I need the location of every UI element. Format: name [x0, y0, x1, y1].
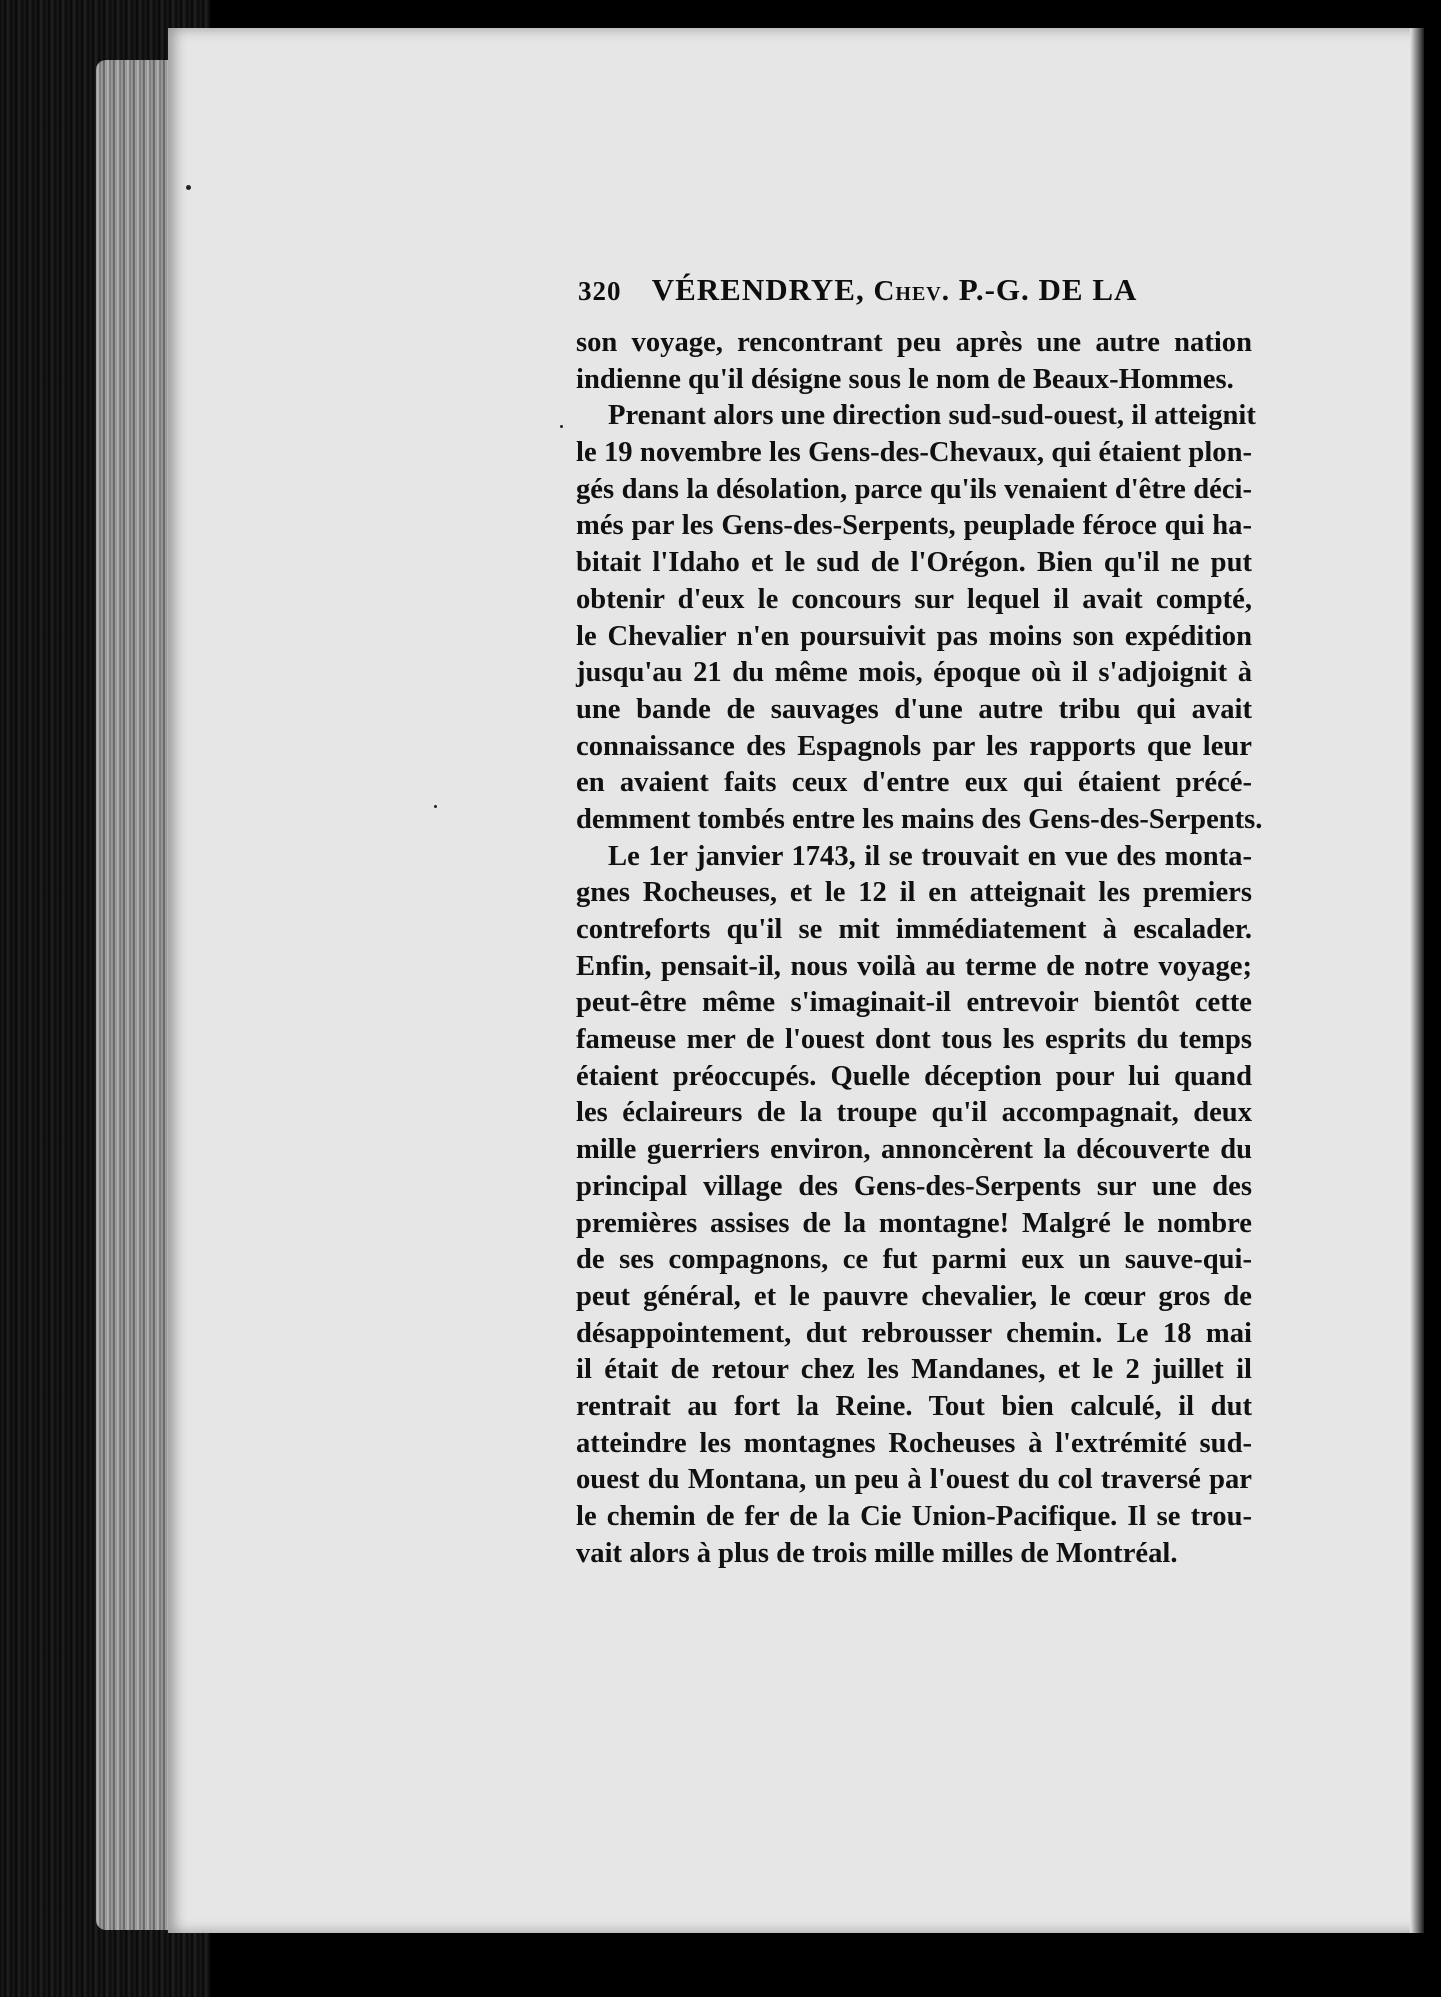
- text-line: Le 1er janvier 1743, il se trouvait en vue des monta-: [608, 840, 1252, 872]
- text-line: Enfin, pensait-il, nous voilà au terme de notre voyage;: [576, 950, 1252, 982]
- text-line: obtenir d'eux le concours sur lequel il avait compté,: [576, 583, 1252, 615]
- text-line: son voyage, rencontrant peu après une autre nation: [576, 327, 1252, 358]
- text-line: indienne qu'il désigne sous le nom de Beaux-Hommes.: [576, 363, 1234, 395]
- running-head: [578, 272, 1178, 308]
- text-line: peut-être même s'imaginait-il entrevoir bientôt cette: [576, 987, 1252, 1019]
- running-head-subtitle: P.-G. DE LA: [958, 272, 1138, 307]
- text-line: les éclaireurs de la troupe qu'il accompagnait, deux: [576, 1097, 1252, 1129]
- scan-speck: [560, 425, 563, 428]
- text-line: étaient préoccupés. Quelle déception pour lui quand: [576, 1060, 1252, 1092]
- text-line: gés dans la désolation, parce qu'ils venaient d'être déci-: [576, 473, 1252, 505]
- text-line: il était de retour chez les Mandanes, et le 2 juillet il: [576, 1354, 1252, 1386]
- text-line: vait alors à plus de trois mille milles de Montréal.: [576, 1537, 1178, 1569]
- text-line: une bande de sauvages d'une autre tribu qui avait: [576, 693, 1252, 725]
- text-line: demment tombés entre les mains des Gens-des-Serpents.: [576, 803, 1263, 835]
- scan-speck: [434, 805, 437, 808]
- text-line: bitait l'Idaho et le sud de l'Orégon. Bien qu'il ne put: [576, 547, 1252, 579]
- text-line: le Chevalier n'en poursuivit pas moins son expédition: [576, 620, 1252, 652]
- text-line: désappointement, dut rebrousser chemin. Le 18 mai: [576, 1317, 1252, 1349]
- scan-speck: [186, 185, 191, 190]
- body-text: [576, 325, 1263, 1572]
- text-line: premières assises de la montagne! Malgré le nombre: [576, 1207, 1252, 1239]
- text-line: gnes Rocheuses, et le 12 il en atteignait les premiers: [576, 877, 1252, 909]
- running-head-title: VÉRENDRYE,: [651, 272, 865, 307]
- text-line: en avaient faits ceux d'entre eux qui étaient précé-: [576, 767, 1252, 799]
- text-line: connaissance des Espagnols par les rapports que leur: [576, 730, 1252, 762]
- text-line: principal village des Gens-des-Serpents sur une des: [576, 1170, 1252, 1202]
- text-line: més par les Gens-des-Serpents, peuplade féroce qui ha-: [576, 510, 1252, 542]
- text-line: de ses compagnons, ce fut parmi eux un sauve-qui-: [576, 1244, 1252, 1276]
- text-line: contreforts qu'il se mit immédiatement à escalader.: [576, 914, 1252, 945]
- text-line: ouest du Montana, un peu à l'ouest du col traversé par: [576, 1464, 1252, 1496]
- text-line: Prenant alors une direction sud-sud-ouest, il atteignit: [608, 400, 1256, 432]
- text-line: le chemin de fer de la Cie Union-Pacifique. Il se trou-: [576, 1501, 1252, 1532]
- text-line: peut général, et le pauvre chevalier, le cœur gros de: [576, 1280, 1252, 1312]
- text-line: fameuse mer de l'ouest dont tous les esprits du temps: [576, 1024, 1252, 1056]
- text-line: jusqu'au 21 du même mois, époque où il s'adjoignit à: [576, 657, 1252, 689]
- text-line: atteindre les montagnes Rocheuses à l'extrémité sud-: [576, 1427, 1252, 1459]
- text-line: rentrait au fort la Reine. Tout bien calculé, il dut: [576, 1390, 1252, 1422]
- page-number: 320: [578, 276, 622, 306]
- text-line: mille guerriers environ, annoncèrent la découverte du: [576, 1134, 1252, 1166]
- running-head-abbreviation: Chev.: [873, 275, 951, 307]
- text-line: le 19 novembre les Gens-des-Chevaux, qui étaient plon-: [576, 437, 1252, 469]
